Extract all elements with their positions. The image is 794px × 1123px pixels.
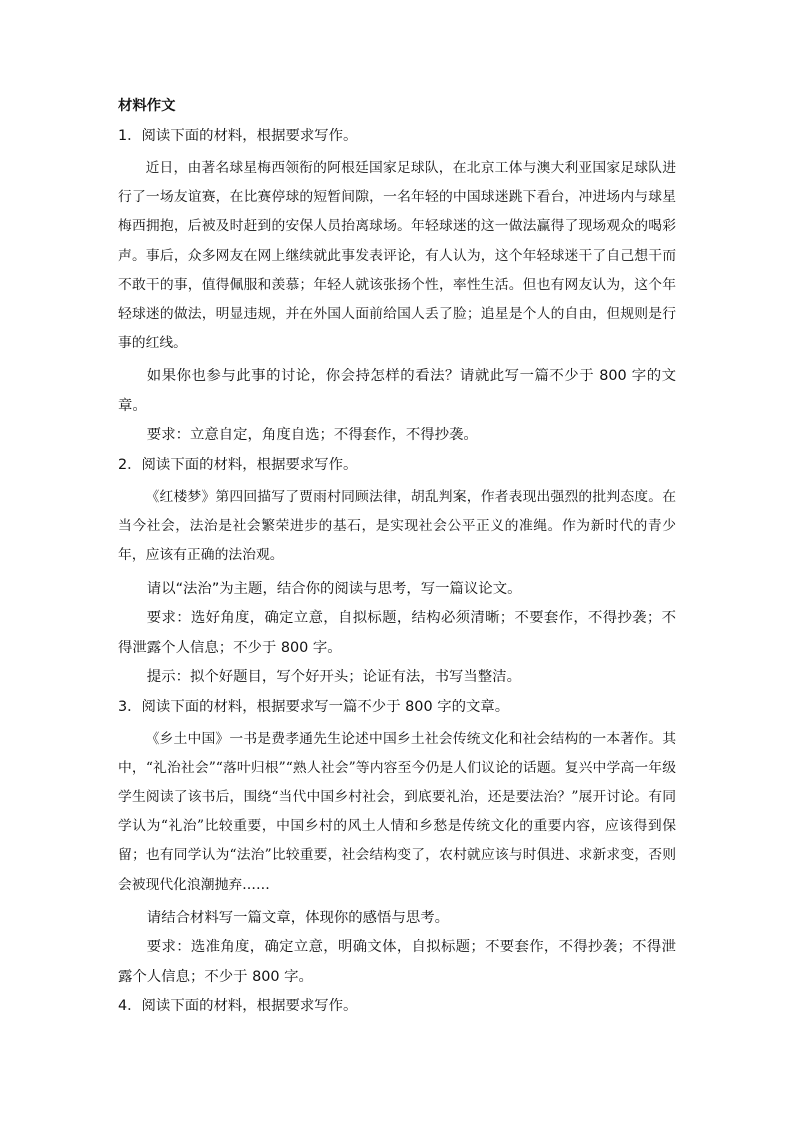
question-2-prompt: 请以“法治”为主题，结合你的阅读与思考，写一篇议论文。 xyxy=(146,580,522,597)
question-1-requirements: 要求：立意自定，角度自选；不得套作，不得抄袭。 xyxy=(146,427,478,444)
question-3-material: 《乡土中国》一书是费孝通先生论述中国乡土社会传统文化和社会结构的一本著作。其中，“礼治社会”“落叶归根”“熟人社会”等内容至今仍是人们议论的话题。复兴中学高一年级学生阅读了该书后，围绕“当代中国乡村社会，到底要礼治，还是要法治？”展开讨论。有同学认为“礼治”比较重要，中国乡村的风土人情和乡愁是传统文化的重要内容，应该得到保留；也有同学认为“法治”比较重要，社会结构变了，农村就应该与时俱进、求新求变，否则会被现代化浪潮抛弃…… xyxy=(118,730,676,893)
question-2-tips: 提示：拟个好题目，写个好开头；论证有法，书写当整洁。 xyxy=(146,669,521,686)
question-3-prompt: 请结合材料写一篇文章，体现你的感悟与思考。 xyxy=(146,909,450,926)
question-3 xyxy=(118,695,676,993)
question-4-heading: 4．阅读下面的材料，根据要求写作。 xyxy=(118,998,358,1015)
question-2-material: 《红楼梦》第四回描写了贾雨村同顾法律，胡乱判案，作者表现出强烈的批判态度。在当今社会，法治是社会繁荣进步的基石，是实现社会公平正义的准绳。作为新时代的青少年，应该有正确的法治观。 xyxy=(118,488,676,564)
question-1 xyxy=(118,124,676,451)
question-1-prompt: 如果你也参与此事的讨论，你会持怎样的看法？请就此写一篇不少于 800 字的文章。 xyxy=(118,368,676,414)
question-2 xyxy=(118,453,676,693)
question-4 xyxy=(118,994,676,1018)
question-1-material: 近日，由著名球星梅西领衔的阿根廷国家足球队，在北京工体与澳大利亚国家足球队进行了一场友谊赛，在比赛停球的短暂间隙，一名年轻的中国球迷跳下看台，冲进场内与球星梅西拥抱，后被及时赶到的安保人员抬离球场。年轻球迷的这一做法赢得了现场观众的喝彩声。事后，众多网友在网上继续就此事发表评论，有人认为，这个年轻球迷干了自己想干而不敢干的事，值得佩服和羡慕；年轻人就该张扬个性，率性生活。但也有网友认为，这个年轻球迷的做法，明显违规，并在外国人面前给国人丢了脸；追星是个人的自由，但规则是行事的红线。 xyxy=(118,160,676,352)
question-2-heading: 2．阅读下面的材料，根据要求写作。 xyxy=(118,456,358,473)
question-2-requirements: 要求：选好角度，确定立意，自拟标题，结构必须清晰；不要套作，不得抄袭；不得泄露个人信息；不少于 800 字。 xyxy=(118,610,676,656)
question-3-requirements: 要求：选准角度，确定立意，明确文体，自拟标题；不要套作，不得抄袭；不得泄露个人信息；不少于 800 字。 xyxy=(118,939,676,985)
question-1-heading: 1．阅读下面的材料，根据要求写作。 xyxy=(118,128,358,144)
section-title: 材料作文 xyxy=(118,98,176,114)
question-3-heading: 3．阅读下面的材料，根据要求写一篇不少于 800 字的文章。 xyxy=(118,698,510,715)
